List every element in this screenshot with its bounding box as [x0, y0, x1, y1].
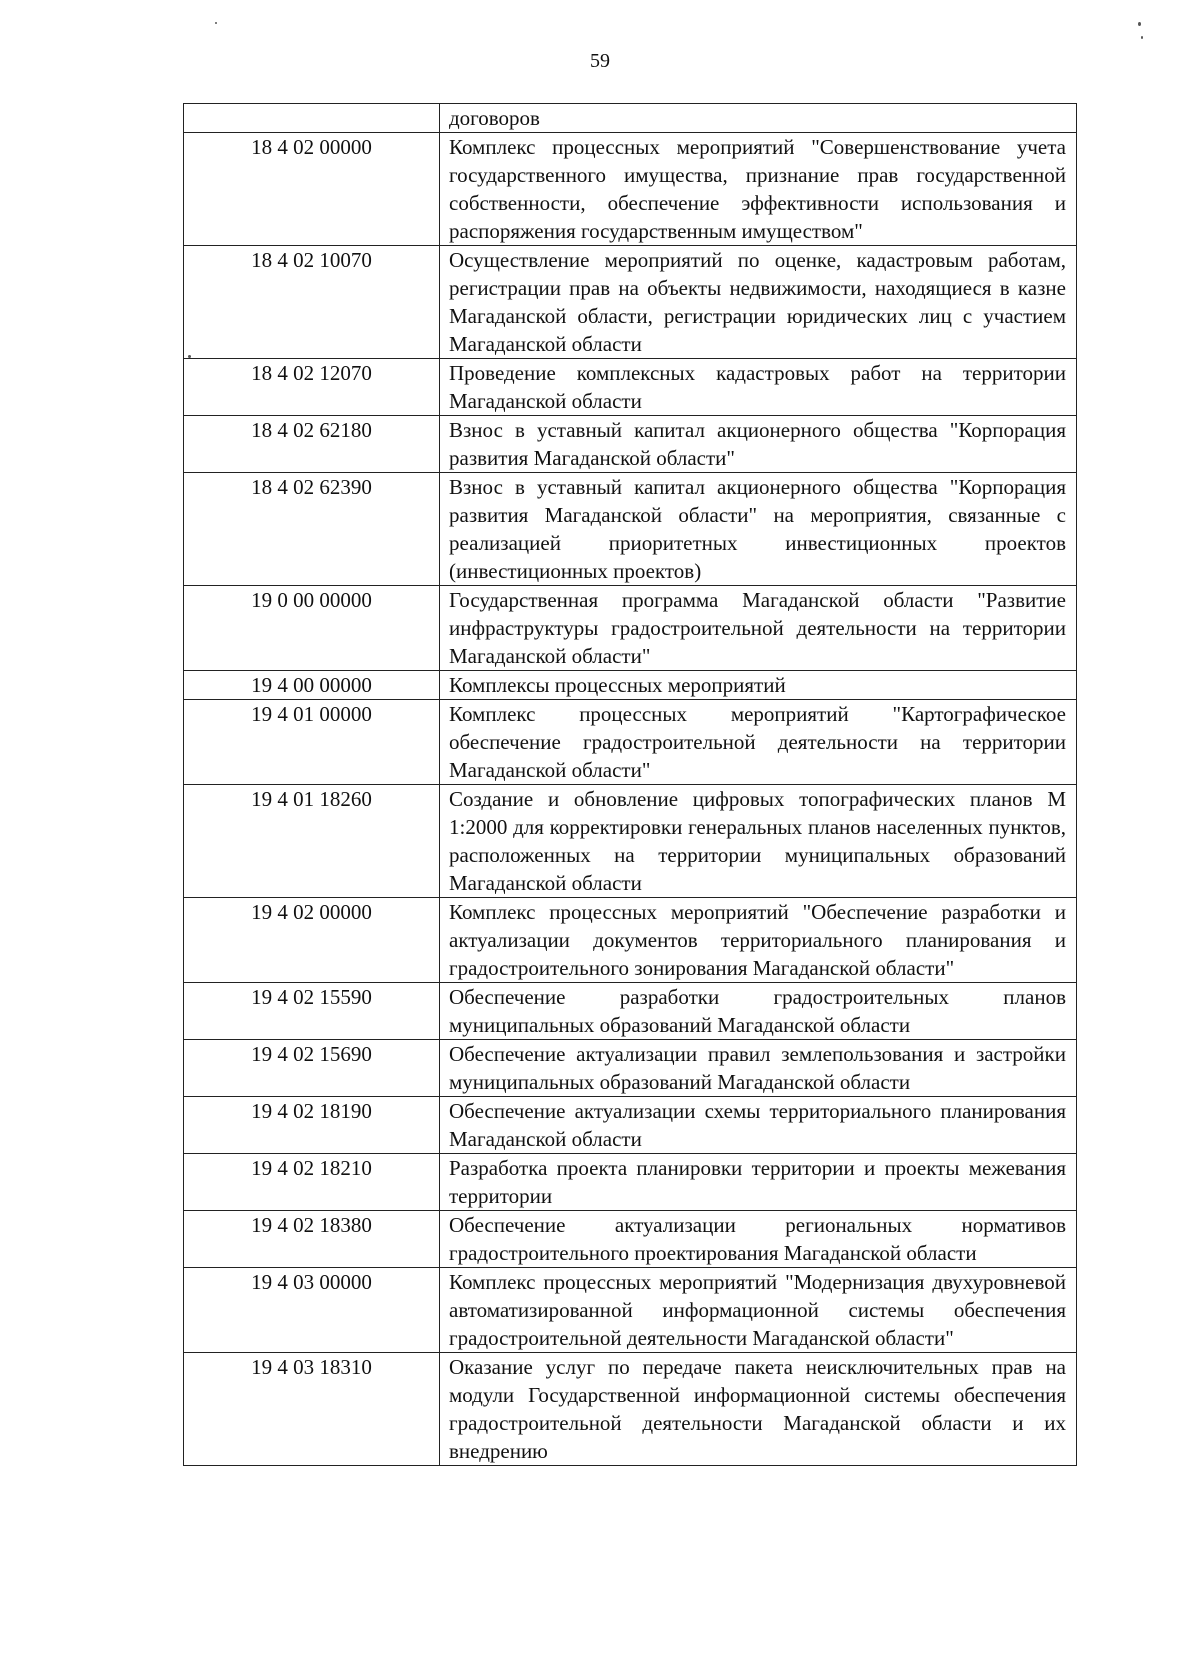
description-cell: договоров [440, 104, 1077, 133]
scan-speck [1141, 36, 1143, 39]
table-row [184, 1040, 1077, 1097]
code-cell: 19 4 02 00000 [184, 898, 440, 983]
classification-table [183, 103, 1077, 1466]
table-row [184, 586, 1077, 671]
description-cell: Взнос в уставный капитал акционерного общества "Корпорация развития Магаданской области" на мероприятия, связанные с реализацией приоритетных инвестиционных проектов (инвестиционных проектов) [440, 473, 1077, 586]
description-cell: Обеспечение актуализации региональных нормативов градостроительного проектирования Магаданской области [440, 1211, 1077, 1268]
table-row [184, 1097, 1077, 1154]
table-body [184, 104, 1077, 1466]
description-cell: Проведение комплексных кадастровых работ на территории Магаданской области [440, 359, 1077, 416]
scan-speck [1138, 22, 1141, 26]
description-cell: Разработка проекта планировки территории и проекты межевания территории [440, 1154, 1077, 1211]
description-cell: Комплекс процессных мероприятий "Обеспечение разработки и актуализации документов территориального планирования и градостроительного зонирования Магаданской области" [440, 898, 1077, 983]
code-cell: 19 4 03 18310 [184, 1353, 440, 1466]
description-cell: Обеспечение разработки градостроительных планов муниципальных образований Магаданской области [440, 983, 1077, 1040]
code-cell: 19 4 01 00000 [184, 700, 440, 785]
table-row [184, 473, 1077, 586]
description-cell: Обеспечение актуализации правил землепользования и застройки муниципальных образований Магаданской области [440, 1040, 1077, 1097]
table-row [184, 1268, 1077, 1353]
table-row [184, 1154, 1077, 1211]
code-cell: 19 4 03 00000 [184, 1268, 440, 1353]
code-cell: 18 4 02 00000 [184, 133, 440, 246]
code-cell: 19 4 02 18210 [184, 1154, 440, 1211]
description-cell: Государственная программа Магаданской области "Развитие инфраструктуры градостроительной деятельности на территории Магаданской области" [440, 586, 1077, 671]
page-number: 59 [590, 50, 610, 72]
description-cell: Комплекс процессных мероприятий "Модернизация двухуровневой автоматизированной информационной системы обеспечения градостроительной деятельности Магаданской области" [440, 1268, 1077, 1353]
description-cell: Комплексы процессных мероприятий [440, 671, 1077, 700]
description-cell: Взнос в уставный капитал акционерного общества "Корпорация развития Магаданской области" [440, 416, 1077, 473]
table-row [184, 700, 1077, 785]
table-row [184, 1211, 1077, 1268]
code-cell: 19 4 02 18190 [184, 1097, 440, 1154]
table-row [184, 983, 1077, 1040]
code-cell: 18 4 02 12070 [184, 359, 440, 416]
description-cell: Обеспечение актуализации схемы территориального планирования Магаданской области [440, 1097, 1077, 1154]
code-cell: 19 4 01 18260 [184, 785, 440, 898]
scan-speck [215, 22, 217, 24]
table-row [184, 359, 1077, 416]
code-cell: 18 4 02 10070 [184, 246, 440, 359]
code-cell: 19 4 00 00000 [184, 671, 440, 700]
table-row [184, 246, 1077, 359]
code-cell: 18 4 02 62390 [184, 473, 440, 586]
code-cell: 18 4 02 62180 [184, 416, 440, 473]
description-cell: Оказание услуг по передаче пакета неисключительных прав на модули Государственной информационной системы обеспечения градостроительной деятельности Магаданской области и их внедрению [440, 1353, 1077, 1466]
description-cell: Осуществление мероприятий по оценке, кадастровым работам, регистрации прав на объекты недвижимости, находящиеся в казне Магаданской области, регистрации юридических лиц с участием Магаданской области [440, 246, 1077, 359]
description-cell: Комплекс процессных мероприятий "Картографическое обеспечение градостроительной деятельности на территории Магаданской области" [440, 700, 1077, 785]
table-row [184, 785, 1077, 898]
code-cell: 19 4 02 15590 [184, 983, 440, 1040]
table-row [184, 1353, 1077, 1466]
code-cell: 19 4 02 18380 [184, 1211, 440, 1268]
table-row [184, 416, 1077, 473]
table-row [184, 898, 1077, 983]
table-row [184, 671, 1077, 700]
description-cell: Комплекс процессных мероприятий "Совершенствование учета государственного имущества, признание прав государственной собственности, обеспечение эффективности использования и распоряжения государственным имуществом" [440, 133, 1077, 246]
description-cell: Создание и обновление цифровых топографических планов М 1:2000 для корректировки генеральных планов населенных пунктов, расположенных на территории муниципальных образований Магаданской области [440, 785, 1077, 898]
code-cell [184, 104, 440, 133]
table-row [184, 133, 1077, 246]
table-row [184, 104, 1077, 133]
code-cell: 19 0 00 00000 [184, 586, 440, 671]
code-cell: 19 4 02 15690 [184, 1040, 440, 1097]
